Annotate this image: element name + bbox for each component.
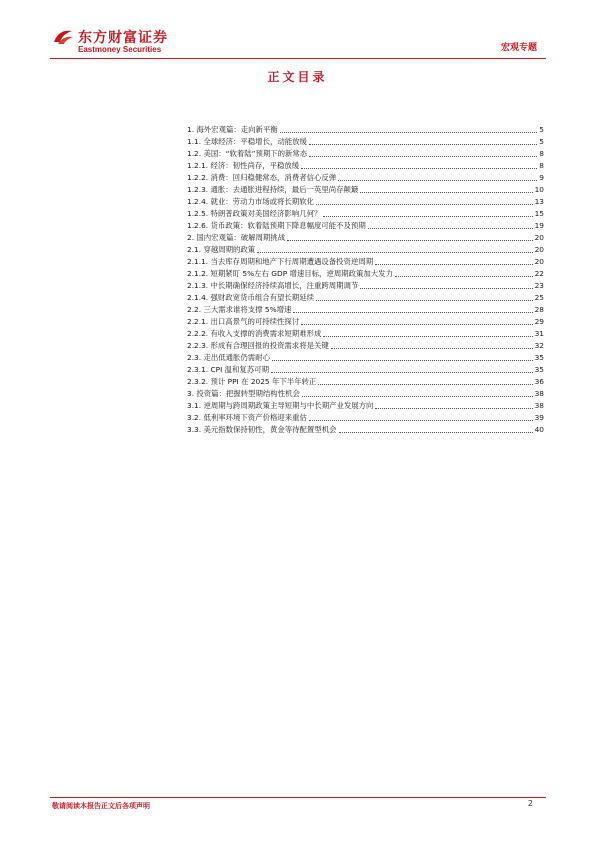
toc-entry[interactable]	[187, 172, 544, 184]
toc-entry[interactable]	[187, 124, 544, 136]
toc-entry-page: 29	[534, 317, 544, 326]
toc-entry-page: 22	[534, 269, 544, 278]
toc-entry[interactable]	[187, 340, 544, 352]
toc-entry-label: 1.2.4. 就业：劳动力市场或将长期软化	[187, 197, 314, 206]
toc-entry-label: 2.2. 三大需求谁将支撑 5%增速	[187, 305, 292, 314]
toc-title: 正文目录	[267, 70, 328, 84]
toc-entry-label: 1. 海外宏观篇：走向新平衡	[187, 125, 278, 134]
toc-entry-label: 2.1.4. 强财政宽货币组合有望长期延续	[187, 293, 314, 302]
toc-leader-dots	[301, 168, 537, 169]
toc-entry-label: 2.1.1. 当去库存周期和地产下行周期遭遇设备投资逆周期	[187, 257, 374, 266]
brand-name-en: Eastmoney Securities	[78, 45, 162, 54]
toc-entry-page: 5	[539, 137, 544, 146]
toc-entry-label: 3.2. 低利率环境下资产价格迎来重估	[187, 413, 307, 422]
toc-entry-page: 25	[534, 293, 544, 302]
footer-divider	[50, 797, 546, 798]
toc-entry[interactable]	[187, 184, 544, 196]
toc-entry[interactable]	[187, 388, 544, 400]
toc-entry[interactable]	[187, 412, 544, 424]
toc-leader-dots	[395, 276, 533, 277]
report-category-tag: 宏观专题	[500, 43, 537, 53]
toc-entry[interactable]	[187, 304, 544, 316]
toc-entry-label: 1.2.6. 货币政策：软着陆预期下降息幅度可能不及预期	[187, 221, 366, 230]
toc-entry[interactable]	[187, 220, 544, 232]
toc-entry-label: 2.3. 走出低通胀仍需耐心	[187, 353, 270, 362]
toc-leader-dots	[375, 264, 532, 265]
toc-entry[interactable]	[187, 196, 544, 208]
toc-entry-label: 3. 投资篇：把握转型期结构性机会	[187, 389, 300, 398]
toc-entry-label: 2.2.2. 有收入支撑的消费需求短期难形成	[187, 329, 322, 338]
toc-leader-dots	[316, 204, 533, 205]
toc-entry-label: 2.3.1. CPI 温和复苏可期	[187, 365, 269, 374]
toc-entry-page: 40	[534, 425, 544, 434]
toc-entry-label: 2. 国内宏观篇：破解周期挑战	[187, 233, 286, 242]
toc-entry-label: 2.1.2. 短期紧盯 5%左右 GDP 增速目标，逆周期政策加大发力	[187, 269, 393, 278]
toc-entry[interactable]	[187, 160, 544, 172]
toc-leader-dots	[323, 336, 532, 337]
header-divider	[50, 58, 546, 59]
toc-entry-label: 1.2.3. 通胀：去通胀进程持续，最后一英里尚存颠簸	[187, 185, 359, 194]
toc-entry-label: 2.2.1. 出口高景气的可持续性探讨	[187, 317, 300, 326]
toc-entry-label: 2.3.2. 预计 PPI 在 2025 年下半年转正	[187, 377, 317, 386]
toc-entry-page: 39	[534, 413, 544, 422]
toc-leader-dots	[323, 216, 532, 217]
toc-leader-dots	[316, 300, 533, 301]
toc-entry-label: 1.2. 美国：“软着陆”预期下的新常态	[187, 149, 308, 158]
toc-leader-dots	[309, 420, 533, 421]
toc-entry[interactable]	[187, 256, 544, 268]
toc-entry[interactable]	[187, 292, 544, 304]
toc-entry-page: 15	[534, 209, 544, 218]
toc-entry-page: 38	[534, 401, 544, 410]
toc-entry-page: 8	[539, 149, 544, 158]
toc-entry-page: 5	[539, 125, 544, 134]
toc-entry-label: 2.2.3. 形成有合理回报的投资需求将是关键	[187, 341, 329, 350]
toc-leader-dots	[360, 288, 532, 289]
toc-leader-dots	[301, 324, 532, 325]
toc-entry-label: 1.2.2. 消费：回归稳健常态，消费者信心反弹	[187, 173, 337, 182]
toc-entry-page: 32	[534, 341, 544, 350]
toc-entry[interactable]	[187, 232, 544, 244]
toc-leader-dots	[368, 228, 533, 229]
toc-leader-dots	[309, 156, 537, 157]
toc-leader-dots	[309, 144, 537, 145]
toc-entry-page: 13	[534, 197, 544, 206]
toc-entry-page: 19	[534, 221, 544, 230]
toc-leader-dots	[302, 396, 533, 397]
eastmoney-logo-icon	[52, 28, 74, 46]
toc-entry[interactable]	[187, 208, 544, 220]
disclaimer-note: 敬请阅读本报告正文后各项声明	[52, 802, 150, 810]
toc-entry[interactable]	[187, 316, 544, 328]
toc-leader-dots	[318, 384, 532, 385]
toc-entry[interactable]	[187, 148, 544, 160]
toc-entry[interactable]	[187, 400, 544, 412]
toc-leader-dots	[331, 348, 533, 349]
toc-leader-dots	[280, 132, 538, 133]
toc-entry-page: 10	[534, 185, 544, 194]
toc-entry-page: 31	[534, 329, 544, 338]
toc-entry[interactable]	[187, 328, 544, 340]
table-of-contents	[187, 124, 544, 436]
toc-leader-dots	[287, 240, 533, 241]
toc-entry[interactable]	[187, 376, 544, 388]
toc-entry-page: 20	[534, 233, 544, 242]
toc-entry-label: 2.1. 穿越周期的政策	[187, 245, 256, 254]
toc-leader-dots	[272, 360, 533, 361]
brand-name-cn: 东方财富证券	[78, 30, 168, 46]
toc-leader-dots	[338, 180, 537, 181]
toc-entry-page: 9	[539, 173, 544, 182]
toc-entry-label: 3.1. 逆周期与跨周期政策主导短期与中长期产业发展方向	[187, 401, 374, 410]
toc-entry-page: 20	[534, 245, 544, 254]
toc-entry-label: 1.1. 全球经济：平稳增长，动能放缓	[187, 137, 307, 146]
toc-entry-label: 3.3. 美元指数保持韧性，黄金等待配置型机会	[187, 425, 337, 434]
toc-entry-page: 35	[534, 353, 544, 362]
toc-leader-dots	[271, 372, 533, 373]
toc-entry[interactable]	[187, 244, 544, 256]
toc-entry[interactable]	[187, 352, 544, 364]
toc-entry[interactable]	[187, 424, 544, 436]
toc-leader-dots	[375, 408, 532, 409]
toc-leader-dots	[257, 252, 532, 253]
page-number: 2	[527, 799, 533, 808]
toc-entry-page: 20	[534, 257, 544, 266]
toc-leader-dots	[339, 432, 533, 433]
toc-entry[interactable]	[187, 280, 544, 292]
toc-entry-label: 2.1.3. 中长期确保经济持续高增长，注重跨周期调节	[187, 281, 359, 290]
toc-entry-page: 28	[534, 305, 544, 314]
toc-leader-dots	[360, 192, 532, 193]
toc-entry-page: 35	[534, 365, 544, 374]
toc-entry-page: 8	[539, 161, 544, 170]
toc-entry-page: 23	[534, 281, 544, 290]
toc-entry-label: 1.2.1. 经济：韧性尚存，平稳放缓	[187, 161, 300, 170]
toc-entry[interactable]	[187, 268, 544, 280]
toc-entry[interactable]	[187, 136, 544, 148]
toc-entry-label: 1.2.5. 特朗普政策对美国经济影响几何？	[187, 209, 322, 218]
toc-entry[interactable]	[187, 364, 544, 376]
toc-leader-dots	[293, 312, 532, 313]
toc-entry-page: 36	[534, 377, 544, 386]
page-header	[0, 0, 595, 60]
toc-entry-page: 38	[534, 389, 544, 398]
